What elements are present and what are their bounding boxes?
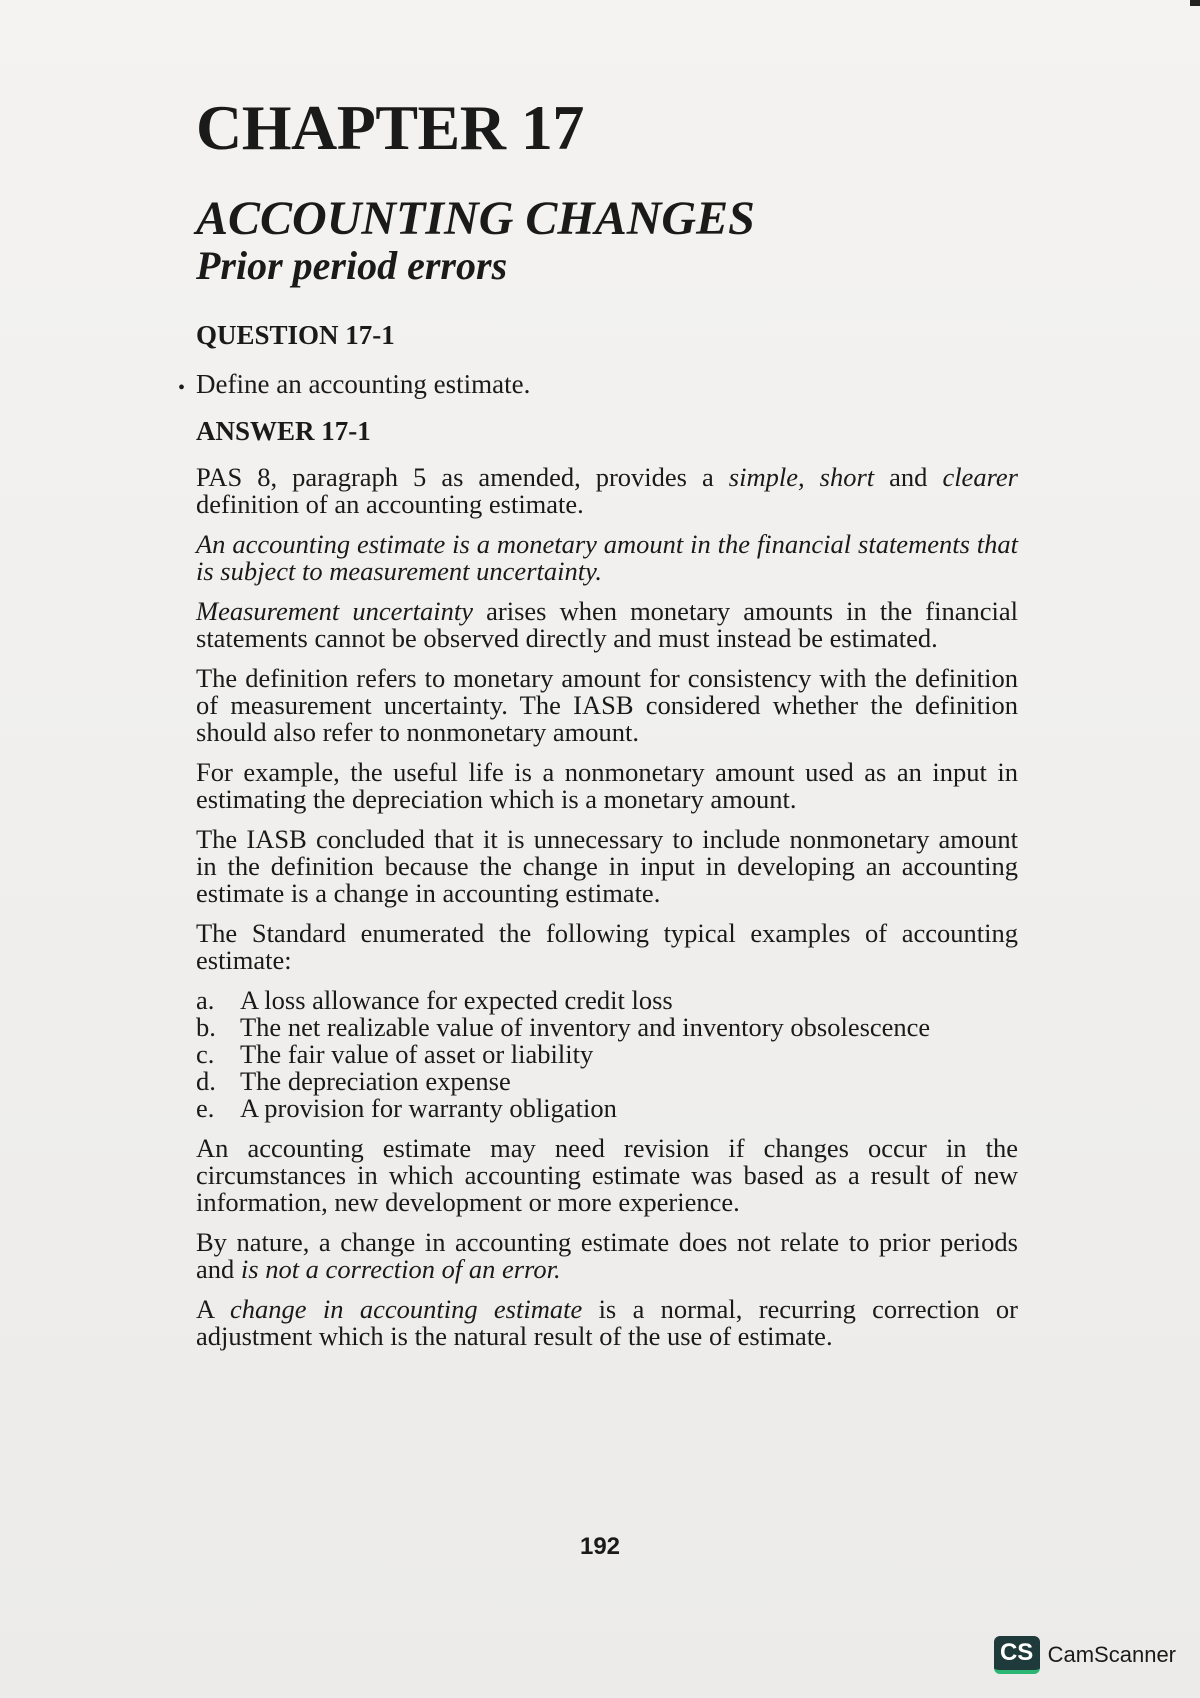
- p1-text-e: definition of an accounting estimate.: [196, 489, 584, 519]
- question-text: Define an accounting estimate.: [196, 369, 531, 399]
- examples-list: [196, 987, 1018, 1122]
- list-item-letter: a.: [196, 985, 215, 1015]
- list-item: [196, 1095, 1018, 1122]
- answer-paragraph-4: The definition refers to monetary amount for consistency with the definition of measurement uncertainty. The IASB considered whether the definition should also refer to nonmonetary amount.: [196, 663, 1018, 747]
- section-title: ACCOUNTING CHANGES: [196, 192, 755, 245]
- corner-mark: [1190, 0, 1200, 6]
- p10-emphasis: change in accounting estimate: [230, 1294, 583, 1324]
- camscanner-logo-icon: CS: [994, 1636, 1040, 1674]
- list-item-text: The net realizable value of inventory and inventory obsolescence: [240, 1012, 931, 1042]
- p3-text: arises when monetary amounts in the financial statements cannot be observed directly and must instead be estimated.: [196, 596, 1018, 653]
- answer-paragraph-1: [196, 464, 1018, 518]
- list-item-text: The depreciation expense: [240, 1066, 511, 1096]
- camscanner-watermark: [994, 1636, 1176, 1674]
- list-item: [196, 1041, 1018, 1068]
- answer-paragraph-3: [196, 598, 1018, 652]
- list-item-letter: e.: [196, 1093, 215, 1123]
- list-item-text: The fair value of asset or liability: [240, 1039, 594, 1069]
- p10-text-c: is a normal, recurring correction or adjustment which is the natural result of the use of estimate.: [196, 1294, 1018, 1351]
- list-item: [196, 1068, 1018, 1095]
- list-item-letter: c.: [196, 1039, 215, 1069]
- chapter-title: CHAPTER 17: [196, 92, 584, 163]
- p3-emphasis: Measurement uncertainty: [196, 596, 474, 626]
- p9-text: By nature, a change in accounting estimate does not relate to prior periods and: [196, 1227, 1018, 1284]
- list-item-letter: b.: [196, 1012, 216, 1042]
- list-item: [196, 1014, 1018, 1041]
- answer-paragraph-7: The Standard enumerated the following typical examples of accounting estimate:: [196, 918, 1018, 975]
- answer-paragraph-10: [196, 1296, 1018, 1350]
- list-item: [196, 987, 1018, 1014]
- answer-paragraph-9: [196, 1229, 1018, 1283]
- p10-text-a: A: [196, 1294, 231, 1324]
- question-text-block: [178, 368, 1018, 400]
- list-item-text: A provision for warranty obligation: [240, 1093, 617, 1123]
- question-heading: QUESTION 17-1: [196, 320, 395, 350]
- answer-paragraph-8: An accounting estimate may need revision if changes occur in the circumstances in which accounting estimate was based as a result of new information, new development or more experience.: [196, 1133, 1018, 1217]
- bullet-icon: •: [178, 377, 186, 399]
- page-number: 192: [579, 1533, 621, 1560]
- p1-emphasis-1: simple, short: [728, 462, 875, 492]
- p1-text-a: PAS 8, paragraph 5 as amended, provides a: [196, 462, 729, 492]
- list-item-text: A loss allowance for expected credit loss: [240, 985, 673, 1015]
- answer-paragraph-2: [196, 531, 1018, 585]
- answer-paragraph-5: For example, the useful life is a nonmonetary amount used as an input in estimating the depreciation which is a monetary amount.: [196, 757, 1018, 814]
- p1-text-c: and: [874, 462, 943, 492]
- list-item-letter: d.: [196, 1066, 216, 1096]
- page-content: [178, 92, 1018, 1363]
- definition-text: An accounting estimate is a monetary amount in the financial statements that is subject to measurement uncertainty.: [196, 529, 1018, 586]
- camscanner-name: CamScanner: [1047, 1642, 1176, 1667]
- answer-paragraph-6: The IASB concluded that it is unnecessary to include nonmonetary amount in the definition because the change in input in developing an accounting estimate is a change in accounting estimate.: [196, 824, 1018, 908]
- answer-heading: ANSWER 17-1: [196, 416, 371, 446]
- section-subtitle: Prior period errors: [196, 243, 508, 288]
- p1-emphasis-2: clearer: [942, 462, 1018, 492]
- p9-emphasis: is not a correction of an error.: [240, 1254, 561, 1284]
